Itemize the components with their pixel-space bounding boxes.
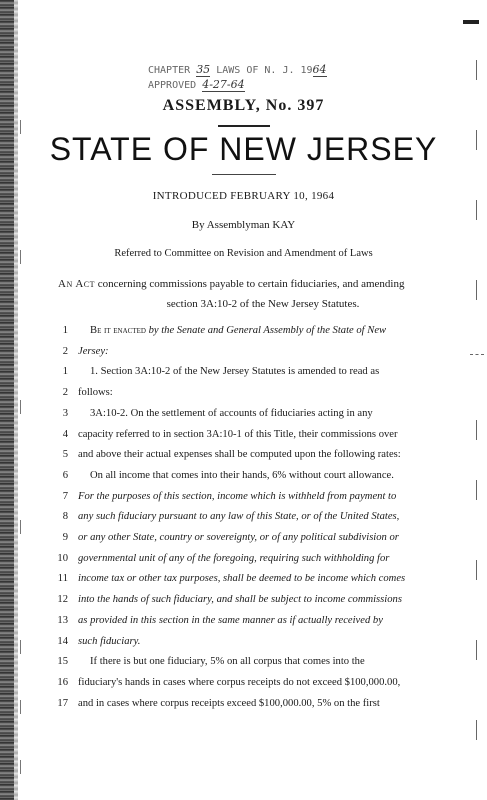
chapter-line (148, 63, 348, 78)
bill-line (0, 507, 487, 527)
line-text: 3A:10-2. On the settlement of accounts of fiduciaries acting in any (90, 407, 373, 419)
line-text: capacity referred to in section 3A:10-1 of this Title, their commissions over (78, 428, 398, 440)
line-number: 4 (62, 428, 68, 440)
laws-label: LAWS OF N. J. 19 (216, 65, 313, 76)
sponsor: By Assemblyman KAY (191, 219, 296, 231)
line-number: 16 (57, 676, 68, 688)
committee-referral: Referred to Committee on Revision and Amendment of Laws (114, 248, 373, 259)
bill-line (0, 694, 487, 714)
chapter-number-handwritten: 35 (196, 63, 211, 76)
line-number: 10 (57, 552, 68, 564)
line-number: 5 (62, 449, 68, 461)
approved-label: APPROVED (148, 80, 197, 91)
bill-number: ASSEMBLY, No. 397 (162, 97, 325, 114)
line-text: governmental unit of any of the foregoing, requiring such withholding for (78, 552, 390, 564)
bill-line (0, 549, 487, 569)
line-number: 2 (62, 387, 68, 399)
bill-line (0, 487, 487, 507)
line-number: 11 (57, 573, 68, 585)
line-text: as provided in this section in the same manner as if actually received by (78, 614, 383, 626)
bill-line (0, 383, 487, 403)
bill-line (0, 321, 487, 341)
line-text: On all income that comes into their hands, 6% without court allowance. (90, 469, 394, 481)
bill-line (0, 632, 487, 652)
bill-line (0, 342, 487, 362)
state-title: STATE OF NEW JERSEY (49, 131, 438, 167)
bill-line (0, 590, 487, 610)
line-number: 13 (57, 614, 68, 626)
bill-line (0, 652, 487, 672)
line-text: For the purposes of this section, income which is withheld from payment to (78, 490, 397, 502)
corner-mark (463, 20, 479, 24)
line-text: Be it enacted by the Senate and General Assembly of the State of New (90, 325, 387, 336)
line-number: 12 (57, 594, 68, 606)
bill-line (0, 569, 487, 589)
line-number: 8 (62, 511, 68, 523)
line-number: 6 (62, 469, 68, 481)
line-number: 7 (62, 490, 68, 502)
line-number: 3 (62, 407, 68, 419)
divider-rule (218, 125, 270, 127)
line-number: 1 (62, 325, 68, 336)
chapter-stamp (148, 63, 348, 93)
line-text: any such fiduciary pursuant to any law of this State, or of the United States, (78, 511, 400, 523)
line-text: and above their actual expenses shall be computed upon the following rates: (78, 449, 401, 461)
line-text: into the hands of such fiduciary, and shall be subject to income commissions (78, 594, 402, 606)
line-number: 17 (57, 697, 68, 709)
line-number: 14 (57, 635, 68, 647)
approved-line (148, 78, 348, 93)
bill-line (0, 466, 487, 486)
bill-line (0, 611, 487, 631)
line-text: fiduciary's hands in cases where corpus receipts do not exceed $100,000.00, (78, 676, 401, 688)
line-text: or any other State, country or sovereignty, or of any political subdivision or (78, 532, 399, 543)
year-handwritten: 64 (312, 63, 327, 76)
bill-line (0, 445, 487, 465)
act-line-2: section 3A:10-2 of the New Jersey Statutes. (166, 298, 360, 310)
line-text: such fiduciary. (78, 635, 141, 647)
bill-line (0, 404, 487, 424)
bill-line (0, 528, 487, 548)
introduced-date: INTRODUCED FEBRUARY 10, 1964 (152, 190, 335, 202)
bill-line (0, 362, 487, 382)
line-text: and in cases where corpus receipts exceed $100,000.00, 5% on the first (78, 697, 380, 709)
line-number: 15 (57, 656, 68, 668)
bill-line (0, 673, 487, 693)
line-number: 1 (62, 366, 68, 378)
line-number: 9 (62, 532, 68, 543)
line-text: follows: (78, 387, 113, 399)
line-text: 1. Section 3A:10-2 of the New Jersey Statutes is amended to read as (90, 366, 380, 378)
divider-rule-thin (212, 174, 276, 175)
act-line-1: concerning commissions payable to certain fiduciaries, and amending (95, 278, 405, 290)
approved-date-handwritten: 4-27-64 (202, 78, 245, 91)
line-text: income tax or other tax purposes, shall be deemed to be income which comes (78, 573, 406, 585)
line-number: 2 (62, 345, 68, 357)
line-text: Jersey: (78, 345, 109, 357)
act-lead: An Act (58, 278, 96, 290)
line-text: If there is but one fiduciary, 5% on all corpus that comes into the (90, 656, 365, 668)
act-title (58, 274, 468, 314)
chapter-label: CHAPTER (148, 65, 191, 76)
bill-line (0, 425, 487, 445)
